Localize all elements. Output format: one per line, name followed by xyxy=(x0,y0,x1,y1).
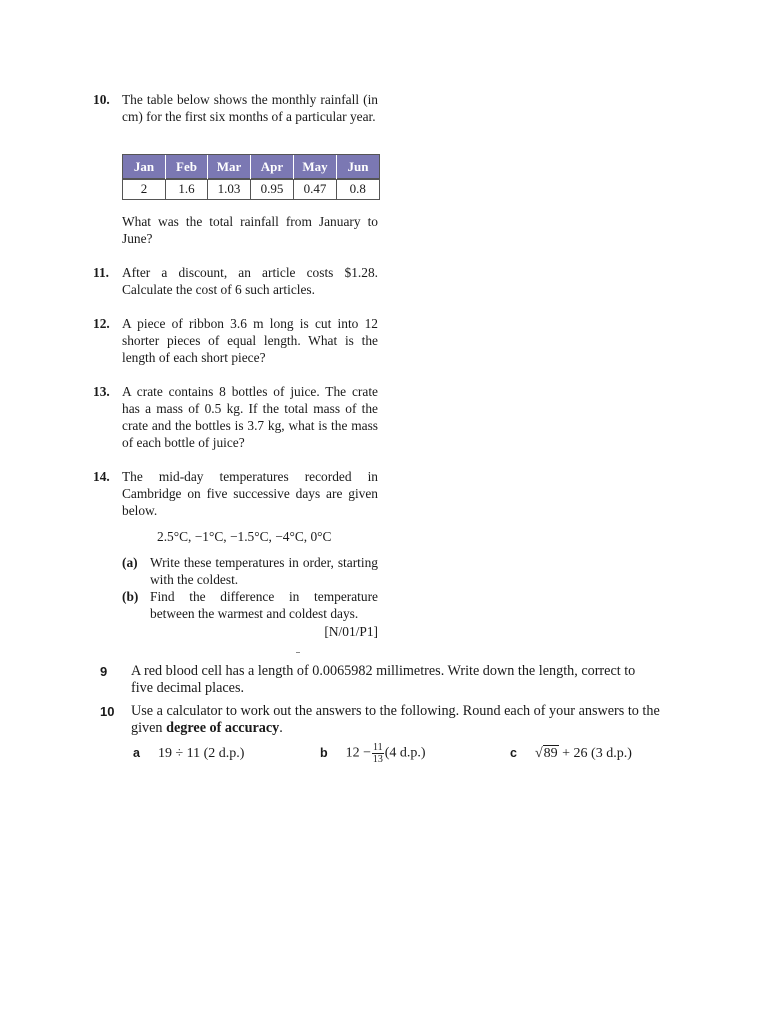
part-text: Write these temperatures in order, starting with the coldest. xyxy=(150,555,378,587)
table-row xyxy=(123,179,380,200)
question-10 xyxy=(93,91,393,125)
divider-mark xyxy=(296,652,300,653)
option-c xyxy=(510,746,632,762)
option-whole-part: 12 − xyxy=(345,745,372,761)
option-label: b xyxy=(320,745,328,760)
table-cell: 2 xyxy=(123,179,166,200)
rainfall-table xyxy=(122,155,380,200)
question-text xyxy=(131,703,660,737)
option-accuracy: (4 d.p.) xyxy=(384,745,426,761)
question-number: 12. xyxy=(93,316,110,331)
table-cell: 1.6 xyxy=(166,179,208,200)
question-number: 14. xyxy=(93,469,110,484)
question-number: 11. xyxy=(93,265,109,280)
question-10-followup xyxy=(93,213,393,247)
fraction-numerator: 11 xyxy=(373,742,383,753)
question-14-part-a xyxy=(122,554,378,588)
table-cell: 0.95 xyxy=(251,179,294,200)
option-label: a xyxy=(133,746,140,760)
table-cell: 1.03 xyxy=(208,179,251,200)
table-header-row xyxy=(123,155,380,179)
text-part: . xyxy=(279,720,283,736)
fraction xyxy=(372,742,384,765)
question-14 xyxy=(93,468,393,519)
table-cell: 0.8 xyxy=(337,179,380,200)
question-number: 10. xyxy=(93,92,110,107)
text-part: Use a calculator to work out the answers to the following. Round each of your answers to the given xyxy=(131,703,660,736)
question-number: 9 xyxy=(100,664,108,679)
radical-sign-icon: √ xyxy=(534,746,543,761)
radicand: 89 xyxy=(543,746,558,761)
table-header-cell: Feb xyxy=(166,155,208,179)
question-text: What was the total rainfall from January to June? xyxy=(122,214,378,246)
fraction-denominator: 13 xyxy=(372,754,383,765)
option-label: c xyxy=(510,746,517,760)
question-number: 13. xyxy=(93,384,110,399)
question-text: The table below shows the monthly rainfall (in cm) for the first six months of a particular year. xyxy=(122,92,378,124)
table-header-cell: Mar xyxy=(208,155,251,179)
option-expression: + 26 (3 d.p.) xyxy=(558,746,632,761)
table-header-cell: May xyxy=(294,155,337,179)
option-expression: 19 ÷ 11 (2 d.p.) xyxy=(157,746,245,761)
question-text: A piece of ribbon 3.6 m long is cut into 12 shorter pieces of equal length. What is the length of each short piece? xyxy=(122,316,378,365)
table-header-cell: Jun xyxy=(337,155,380,179)
temperature-list: 2.5°C, −1°C, −1.5°C, −4°C, 0°C xyxy=(157,529,332,544)
question-number: 10 xyxy=(100,704,115,719)
question-text: After a discount, an article costs $1.28. Calculate the cost of 6 such articles. xyxy=(122,265,378,297)
square-root xyxy=(535,746,559,762)
question-9 xyxy=(100,663,660,697)
emphasis-text: degree of accuracy xyxy=(166,720,280,736)
question-12 xyxy=(93,315,393,366)
question-10-calculator xyxy=(100,703,660,737)
question-text: A crate contains 8 bottles of juice. The crate has a mass of 0.5 kg. If the total mass of the crate and the bottles is 3.7 kg, what is the mass of each bottle of juice? xyxy=(122,384,378,450)
table-header-cell: Jan xyxy=(123,155,166,179)
option-a xyxy=(133,746,244,762)
question-text: The mid-day temperatures recorded in Cambridge on five successive days are given below. xyxy=(122,469,378,518)
question-14-part-b xyxy=(122,588,378,622)
option-b xyxy=(320,742,426,765)
exam-reference: [N/01/P1] xyxy=(324,624,378,639)
part-label: (b) xyxy=(122,589,139,604)
question-13 xyxy=(93,383,393,451)
question-text: A red blood cell has a length of 0.0065982 millimetres. Write down the length, correct to five decimal places. xyxy=(131,663,636,696)
part-label: (a) xyxy=(122,555,138,570)
question-11 xyxy=(93,264,393,298)
table-header-cell: Apr xyxy=(251,155,294,179)
table-cell: 0.47 xyxy=(294,179,337,200)
part-text: Find the difference in temperature between the warmest and coldest days. xyxy=(150,589,378,621)
